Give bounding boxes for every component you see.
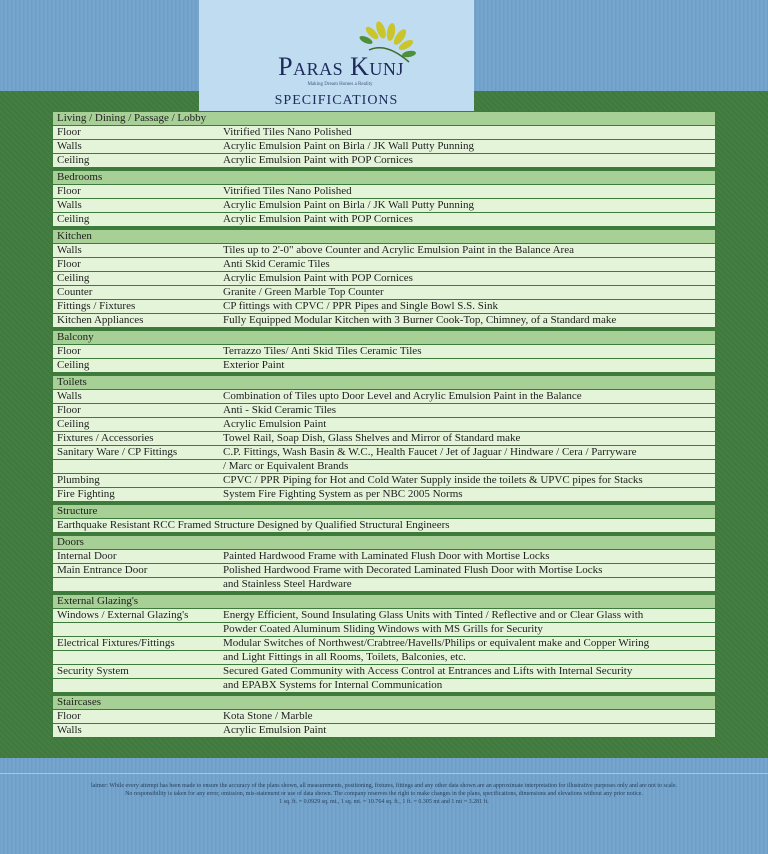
spec-row [53,314,715,327]
spec-item: Main Entrance Door [57,564,148,576]
section-header [53,112,715,125]
spec-value: Fully Equipped Modular Kitchen with 3 Burner Cook-Top, Chimney, of a Standard make [223,314,617,326]
spec-value: Acrylic Emulsion Paint with POP Cornices [223,272,413,284]
spec-row [53,432,715,445]
section-title: Kitchen [57,230,92,242]
spec-value: Kota Stone / Marble [223,710,313,722]
spec-item: Floor [57,185,81,197]
spec-value: C.P. Fittings, Wash Basin & W.C., Health Faucet / Jet of Jaguar / Hindware / Cera / Parryware [223,446,637,458]
spec-value: Energy Efficient, Sound Insulating Glass Units with Tinted / Reflective and or Clear Glass with [223,609,644,621]
spec-row [53,578,715,591]
disclaimer [0,782,768,806]
spec-value: Acrylic Emulsion Paint with POP Cornices [223,154,413,166]
spec-row [53,244,715,257]
spec-row [53,710,715,723]
spec-item: Floor [57,258,81,270]
spec-value: and Light Fittings in all Rooms, Toilets, Balconies, etc. [223,651,466,663]
spec-item: Windows / External Glazing's [57,609,189,621]
spec-row [53,345,715,358]
disclaimer-line: 1 sq. ft. = 0.0929 sq. mt., 1 sq. mt. = 10.764 sq. ft., 1 ft. = 0.305 mt and 1 mt = 3.281 ft. [279,799,489,805]
section-header [53,230,715,243]
spec-item: Plumbing [57,474,100,486]
brand-name: Paras Kunj [278,52,404,81]
spec-item: Counter [57,286,93,298]
divider [0,773,768,774]
section-title: Structure [57,505,98,517]
spec-item: Ceiling [57,154,90,166]
spec-row [53,286,715,299]
spec-value: Vitrified Tiles Nano Polished [223,126,352,138]
spec-row [53,446,715,459]
spec-value: Anti - Skid Ceramic Tiles [223,404,337,416]
section-header [53,171,715,184]
spec-item [53,679,223,692]
spec-value: / Marc or Equivalent Brands [223,460,349,472]
spec-row [53,258,715,271]
spec-value: Granite / Green Marble Top Counter [223,286,384,298]
spec-value: Polished Hardwood Frame with Decorated Laminated Flush Door with Mortise Locks [223,564,603,576]
spec-row [53,300,715,313]
spec-value: Combination of Tiles upto Door Level and Acrylic Emulsion Paint in the Balance [223,390,582,402]
spec-item: Walls [57,390,82,402]
disclaimer-line: No responsibility is taken for any error, omission, mis-statement or use of data shown. The company reserves the right to make changes in the plans, specifications, dimensions and elevations without any prior notice. [125,791,643,797]
spec-value: Vitrified Tiles Nano Polished [223,185,352,197]
spec-value: CP fittings with CPVC / PPR Pipes and Single Bowl S.S. Sink [223,300,498,312]
spec-row [53,418,715,431]
spec-item [53,460,223,473]
spec-row [53,359,715,372]
spec-value: Acrylic Emulsion Paint [223,418,327,430]
section-title: Bedrooms [57,171,103,183]
spec-item: Fixtures / Accessories [57,432,154,444]
spec-row [53,609,715,622]
spec-row [53,665,715,678]
spec-item: Floor [57,710,81,722]
spec-value: Acrylic Emulsion Paint with POP Cornices [223,213,413,225]
spec-value: Acrylic Emulsion Paint [223,724,327,736]
spec-value: and Stainless Steel Hardware [223,578,352,590]
spec-row [53,488,715,501]
spec-row [53,550,715,563]
section-title: External Glazing's [57,595,139,607]
spec-item: Walls [57,199,82,211]
spec-item: Floor [57,404,81,416]
spec-value: Modular Switches of Northwest/Crabtree/Havells/Philips or equivalent make and Copper Wiring [223,637,650,649]
spec-item: Sanitary Ware / CP Fittings [57,446,178,458]
spec-item: Electrical Fixtures/Fittings [57,637,175,649]
spec-item [53,578,223,591]
spec-row [53,404,715,417]
spec-item: Floor [57,345,81,357]
section-header [53,696,715,709]
spec-row [53,390,715,403]
spec-item: Ceiling [57,418,90,430]
spec-item: Earthquake Resistant RCC Framed Structure Designed by Qualified Structural Engineers [57,519,450,531]
brand-tagline: Making Dream Homes a Reality [307,82,373,87]
spec-row [53,213,715,226]
spec-row [53,679,715,692]
spec-value: Towel Rail, Soap Dish, Glass Shelves and Mirror of Standard make [223,432,521,444]
spec-item: Ceiling [57,213,90,225]
spec-value: System Fire Fighting System as per NBC 2005 Norms [223,488,463,500]
section-header [53,536,715,549]
spec-row [53,154,715,167]
spec-item [53,651,223,664]
spec-row [53,185,715,198]
section-header [53,595,715,608]
spec-item: Security System [57,665,129,677]
spec-value: Acrylic Emulsion Paint on Birla / JK Wall Putty Punning [223,199,474,211]
spec-item: Kitchen Appliances [57,314,144,326]
spec-row [53,519,715,532]
spec-row [53,651,715,664]
spec-item: Ceiling [57,272,90,284]
spec-row [53,637,715,650]
spec-row [53,623,715,636]
header-panel [199,0,474,111]
section-header [53,331,715,344]
section-title: Toilets [57,376,87,388]
spec-row [53,474,715,487]
spec-item: Fittings / Fixtures [57,300,136,312]
spec-row [53,272,715,285]
specifications-table [52,111,716,739]
spec-value: Secured Gated Community with Access Control at Entrances and Lifts with Internal Security [223,665,633,677]
spec-item: Ceiling [57,359,90,371]
section-header [53,505,715,518]
spec-item: Walls [57,244,82,256]
spec-row [53,564,715,577]
spec-row [53,199,715,212]
spec-row [53,140,715,153]
page-title: SPECIFICATIONS [274,93,399,108]
spec-value: Acrylic Emulsion Paint on Birla / JK Wall Putty Punning [223,140,474,152]
section-title: Balcony [57,331,94,343]
spec-row [53,460,715,473]
spec-value: Tiles up to 2'-0" above Counter and Acrylic Emulsion Paint in the Balance Area [223,244,574,256]
spec-item: Walls [57,724,82,736]
disclaimer-line: laimer: While every attempt has been made to ensure the accuracy of the plans shown, all measurements, positioning, fixtures, fittings and any other data shown are an approximate interpretation for illustrative purposes only and are not to scale. [90,783,678,789]
section-title: Living / Dining / Passage / Lobby [57,112,207,124]
spec-row [53,126,715,139]
section-title: Doors [57,536,84,548]
spec-value: Terrazzo Tiles/ Anti Skid Tiles Ceramic Tiles [223,345,422,357]
spec-item: Internal Door [57,550,117,562]
spec-value: Painted Hardwood Frame with Laminated Flush Door with Mortise Locks [223,550,550,562]
spec-value: Anti Skid Ceramic Tiles [223,258,330,270]
spec-item: Walls [57,140,82,152]
spec-row [53,724,715,737]
spec-value: CPVC / PPR Piping for Hot and Cold Water Supply inside the toilets & UPVC pipes for Stacks [223,474,643,486]
spec-value: Exterior Paint [223,359,285,371]
spec-value: Powder Coated Aluminum Sliding Windows with MS Grills for Security [223,623,543,635]
spec-value: and EPABX Systems for Internal Communication [223,679,443,691]
section-header [53,376,715,389]
spec-item: Fire Fighting [57,488,115,500]
spec-item: Floor [57,126,81,138]
spec-item [53,623,223,636]
section-title: Staircases [57,696,101,708]
